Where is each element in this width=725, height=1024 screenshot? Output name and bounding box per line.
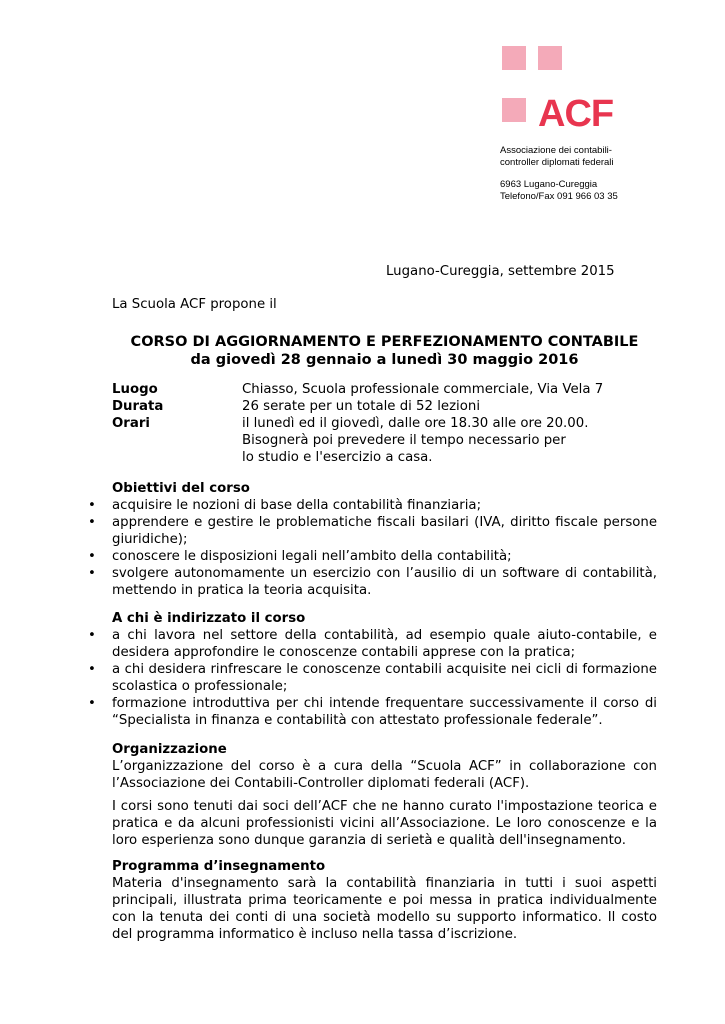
course-info	[112, 381, 662, 466]
acf-logo	[502, 46, 632, 135]
association-line: Associazione dei contabili-	[500, 145, 612, 156]
bullet-icon: •	[88, 549, 96, 564]
info-row-durata	[112, 398, 662, 415]
list-item: • conoscere le disposizioni legali nell’ambito della contabilità;	[88, 549, 512, 564]
info-note-line: Bisognerà poi prevedere il tempo necessario per	[242, 433, 566, 448]
list-item: • svolgere autonomamente un esercizio con l’ausilio di un software di contabilità, mettendo in pratica la teoria acquisita.	[88, 566, 657, 598]
paragraph: Materia d'insegnamento sarà la contabilità finanziaria in tutti i suoi aspetti principali, illustrata prima teoricamente e poi messa in pratica individualmente con la tenuta dei conti di una società modello su supporto informatico. Il costo del programma informatico è incluso nella tassa d’iscrizione.	[112, 876, 657, 942]
section-heading: Obiettivi del corso	[112, 481, 250, 496]
audience-section	[88, 610, 657, 729]
logo-square-bottom-left	[502, 98, 526, 122]
section-heading: Organizzazione	[112, 742, 227, 757]
paragraph: I corsi sono tenuti dai soci dell’ACF che ne hanno curato l'impostazione teorica e pratica e da alcuni professionisti vicini all’Associazione. Le loro conoscenze e la loro esperienza sono dunque garanzia di serietà e qualità dell'insegnamento.	[112, 799, 657, 848]
info-note-line: lo studio e l'esercizio a casa.	[242, 450, 433, 465]
organization-section	[112, 741, 657, 849]
list-item: • apprendere e gestire le problematiche fiscali basilari (IVA, diritto fiscale persone giuridiche);	[88, 515, 657, 547]
logo-square-top-right	[538, 46, 562, 70]
bullet-icon: •	[88, 628, 96, 643]
bullet-icon: •	[88, 498, 96, 513]
list-item: • formazione introduttiva per chi intende frequentare successivamente il corso di “Specialista in finanza e contabilità con attestato professionale federale”.	[88, 696, 657, 728]
list-item: • a chi desidera rinfrescare le conoscenze contabili acquisite nei cicli di formazione scolastica o professionale;	[88, 662, 657, 694]
association-line: controller diplomati federali	[500, 156, 614, 168]
section-heading: Programma d’insegnamento	[112, 859, 326, 874]
info-value: 26 serate per un totale di 52 lezioni	[242, 399, 481, 414]
bullet-icon: •	[88, 662, 96, 677]
program-section	[112, 858, 657, 943]
info-label: Orari	[112, 416, 150, 431]
intro-text: La Scuola ACF propone il	[112, 297, 277, 312]
info-note	[242, 432, 662, 466]
date-line: Lugano-Cureggia, settembre 2015	[386, 264, 615, 279]
info-label: Durata	[112, 399, 164, 414]
course-dates-line: da giovedì 28 gennaio a lunedì 30 maggio 2016	[190, 352, 579, 368]
bullet-icon: •	[88, 515, 96, 530]
association-info	[500, 145, 618, 202]
bullet-icon: •	[88, 696, 96, 711]
course-title	[112, 333, 657, 369]
info-row-orari	[112, 415, 662, 432]
logo-square-top-left	[502, 46, 526, 70]
list-item: • a chi lavora nel settore della contabilità, ad esempio quale aiuto-contabile, e desidera approfondire le conoscenze contabili apprese con la pratica;	[88, 628, 657, 660]
info-value: Chiasso, Scuola professionale commerciale, Via Vela 7	[242, 382, 604, 397]
bullet-icon: •	[88, 566, 96, 581]
course-title-line: CORSO DI AGGIORNAMENTO E PERFEZIONAMENTO CONTABILE	[130, 334, 639, 350]
logo-text: ACF	[538, 93, 614, 135]
objectives-section	[88, 480, 657, 599]
objectives-list	[88, 497, 657, 599]
address-line: 6963 Lugano-Cureggia	[500, 179, 598, 190]
info-row-luogo	[112, 381, 662, 398]
paragraph: L’organizzazione del corso è a cura della “Scuola ACF” in collaborazione con l’Associazione dei Contabili-Controller diplomati federali (ACF).	[112, 759, 657, 791]
phone-line: Telefono/Fax 091 966 03 35	[500, 190, 618, 202]
section-heading: A chi è indirizzato il corso	[112, 611, 306, 626]
info-label: Luogo	[112, 382, 158, 397]
info-value: il lunedì ed il giovedì, dalle ore 18.30 alle ore 20.00.	[242, 416, 589, 431]
list-item: • acquisire le nozioni di base della contabilità finanziaria;	[88, 498, 482, 513]
audience-list	[88, 627, 657, 729]
info-note-row	[112, 432, 662, 466]
